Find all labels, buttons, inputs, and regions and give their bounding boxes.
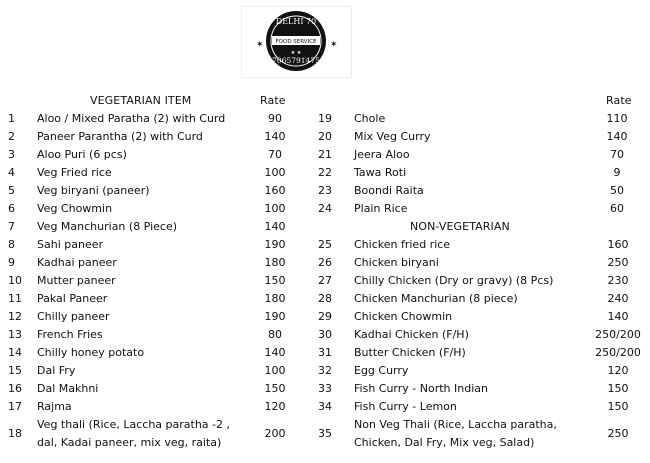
item-rate: 250/200 xyxy=(595,328,641,341)
item-rate: 50 xyxy=(610,184,624,197)
item-rate: 200 xyxy=(264,427,286,440)
item-number: 21 xyxy=(318,148,332,161)
item-number: 22 xyxy=(318,166,332,179)
item-number: 13 xyxy=(8,328,22,341)
item-number: 18 xyxy=(8,427,22,440)
menu-item-row xyxy=(0,236,650,254)
item-name: Chilly Chicken (Dry or gravy) (8 Pcs) xyxy=(354,274,554,287)
item-name: Chicken Chowmin xyxy=(354,310,453,323)
item-number: 24 xyxy=(318,202,332,215)
item-rate: 100 xyxy=(264,166,286,179)
item-number: 11 xyxy=(8,292,22,305)
menu-item-row xyxy=(0,398,650,416)
item-name: Chicken biryani xyxy=(354,256,439,269)
rate-header-right: Rate xyxy=(606,94,632,107)
item-rate: 9 xyxy=(613,166,621,179)
menu-item-row xyxy=(0,110,650,128)
menu-item-row xyxy=(0,290,650,308)
item-name: Sahi paneer xyxy=(37,238,103,251)
menu-item-row xyxy=(0,218,650,236)
nonveg-section-heading: NON-VEGETARIAN xyxy=(410,220,510,233)
item-rate: 110 xyxy=(606,112,628,125)
item-rate: 70 xyxy=(268,148,282,161)
item-number: 12 xyxy=(8,310,22,323)
menu-item-row xyxy=(0,182,650,200)
menu-item-row xyxy=(0,146,650,164)
item-number: 23 xyxy=(318,184,332,197)
item-rate: 240 xyxy=(607,292,629,305)
item-number: 3 xyxy=(8,148,15,161)
item-name: Chicken fried rice xyxy=(354,238,451,251)
item-rate: 70 xyxy=(610,148,624,161)
item-number: 5 xyxy=(8,184,15,197)
item-number: 19 xyxy=(318,112,332,125)
item-number: 25 xyxy=(318,238,332,251)
item-name: Non Veg Thali (Rice, Laccha paratha, xyxy=(354,418,557,431)
item-name: French Fries xyxy=(37,328,103,341)
item-number: 8 xyxy=(8,238,15,251)
item-rate: 140 xyxy=(264,130,286,143)
item-number: 7 xyxy=(8,220,15,233)
item-number: 28 xyxy=(318,292,332,305)
veg-section-heading: VEGETARIAN ITEM xyxy=(90,94,192,107)
item-number: 27 xyxy=(318,274,332,287)
item-number: 14 xyxy=(8,346,22,359)
item-rate: 250 xyxy=(607,256,629,269)
item-name: Butter Chicken (F/H) xyxy=(354,346,466,359)
item-rate: 150 xyxy=(264,274,286,287)
item-name: Tawa Roti xyxy=(354,166,407,179)
item-rate: 140 xyxy=(264,220,286,233)
item-number: 31 xyxy=(318,346,332,359)
menu-item-row xyxy=(0,272,650,290)
item-name: Dal Fry xyxy=(37,364,76,377)
item-rate: 140 xyxy=(606,130,628,143)
menu-item-row xyxy=(0,200,650,218)
item-rate: 150 xyxy=(607,382,629,395)
item-name: Veg Chowmin xyxy=(37,202,113,215)
logo-stars: ★ ★ xyxy=(290,50,302,56)
item-name: Mutter paneer xyxy=(37,274,116,287)
menu-table xyxy=(0,90,650,463)
item-rate: 100 xyxy=(264,364,286,377)
item-rate: 250 xyxy=(607,427,629,440)
item-rate: 180 xyxy=(264,256,286,269)
item-rate: 160 xyxy=(264,184,286,197)
item-number: 2 xyxy=(8,130,15,143)
logo-left-star: ✶ xyxy=(256,40,264,50)
item-name: Fish Curry - North Indian xyxy=(354,382,488,395)
item-number: 26 xyxy=(318,256,332,269)
menu-item-row xyxy=(0,128,650,146)
menu-item-row xyxy=(0,362,650,380)
item-number: 20 xyxy=(318,130,332,143)
logo-bottom-text: 7065791475 xyxy=(272,56,320,65)
item-name: Mix Veg Curry xyxy=(354,130,431,143)
item-name: Fish Curry - Lemon xyxy=(354,400,457,413)
item-number: 9 xyxy=(8,256,15,269)
item-name: Veg Manchurian (8 Piece) xyxy=(37,220,178,233)
item-name: Veg Fried rice xyxy=(37,166,112,179)
item-rate: 150 xyxy=(607,400,629,413)
item-name: Veg biryani (paneer) xyxy=(37,184,150,197)
item-name: Dal Makhni xyxy=(37,382,99,395)
item-rate: 190 xyxy=(264,310,286,323)
item-number: 16 xyxy=(8,382,22,395)
item-number: 29 xyxy=(318,310,332,323)
item-number: 6 xyxy=(8,202,15,215)
menu-item-row xyxy=(0,308,650,326)
item-name: Boondi Raita xyxy=(354,184,424,197)
item-rate: 150 xyxy=(264,382,286,395)
logo-emblem xyxy=(242,7,351,77)
item-name: Paneer Parantha (2) with Curd xyxy=(37,130,203,143)
item-name-line2: dal, Kadai paneer, mix veg, raita) xyxy=(37,436,222,449)
item-rate: 140 xyxy=(607,310,629,323)
item-name: Pakal Paneer xyxy=(37,292,108,305)
item-rate: 60 xyxy=(610,202,624,215)
item-number: 15 xyxy=(8,364,22,377)
item-name: Veg thali (Rice, Laccha paratha -2 , xyxy=(37,418,230,431)
item-name: Kadhai Chicken (F/H) xyxy=(354,328,469,341)
item-rate: 120 xyxy=(607,364,629,377)
item-number: 17 xyxy=(8,400,22,413)
restaurant-logo xyxy=(241,6,352,78)
item-rate: 190 xyxy=(264,238,286,251)
menu-item-row xyxy=(0,164,650,182)
item-name: Aloo Puri (6 pcs) xyxy=(37,148,127,161)
menu-item-row xyxy=(0,344,650,362)
item-name: Rajma xyxy=(37,400,72,413)
item-number: 35 xyxy=(318,427,332,440)
item-rate: 230 xyxy=(607,274,629,287)
item-number: 30 xyxy=(318,328,332,341)
item-number: 33 xyxy=(318,382,332,395)
item-name-line2: Chicken, Dal Fry, Mix veg, Salad) xyxy=(354,436,535,449)
item-rate: 120 xyxy=(264,400,286,413)
item-number: 32 xyxy=(318,364,332,377)
item-rate: 180 xyxy=(264,292,286,305)
item-rate: 160 xyxy=(607,238,629,251)
item-name: Kadhai paneer xyxy=(37,256,117,269)
rate-header-left: Rate xyxy=(260,94,286,107)
logo-right-star: ✶ xyxy=(330,40,338,50)
item-rate: 80 xyxy=(268,328,282,341)
item-name: Jeera Aloo xyxy=(354,148,410,161)
menu-item-row xyxy=(0,254,650,272)
item-name: Plain Rice xyxy=(354,202,408,215)
menu-item-row xyxy=(0,380,650,398)
item-rate: 100 xyxy=(264,202,286,215)
item-name: Chicken Manchurian (8 piece) xyxy=(354,292,518,305)
item-rate: 250/200 xyxy=(595,346,641,359)
item-number: 4 xyxy=(8,166,15,179)
item-rate: 90 xyxy=(268,112,282,125)
item-number: 34 xyxy=(318,400,332,413)
item-name: Chilly honey potato xyxy=(37,346,145,359)
item-name: Chole xyxy=(354,112,386,125)
item-number: 10 xyxy=(8,274,22,287)
item-number: 1 xyxy=(8,112,15,125)
menu-item-row xyxy=(0,326,650,344)
logo-center-text: FOOD SERVICE xyxy=(275,39,317,45)
item-name: Aloo / Mixed Paratha (2) with Curd xyxy=(37,112,226,125)
item-name: Chilly paneer xyxy=(37,310,110,323)
logo-top-text: DELHI 70 xyxy=(275,17,317,26)
item-rate: 140 xyxy=(264,346,286,359)
item-name: Egg Curry xyxy=(354,364,409,377)
